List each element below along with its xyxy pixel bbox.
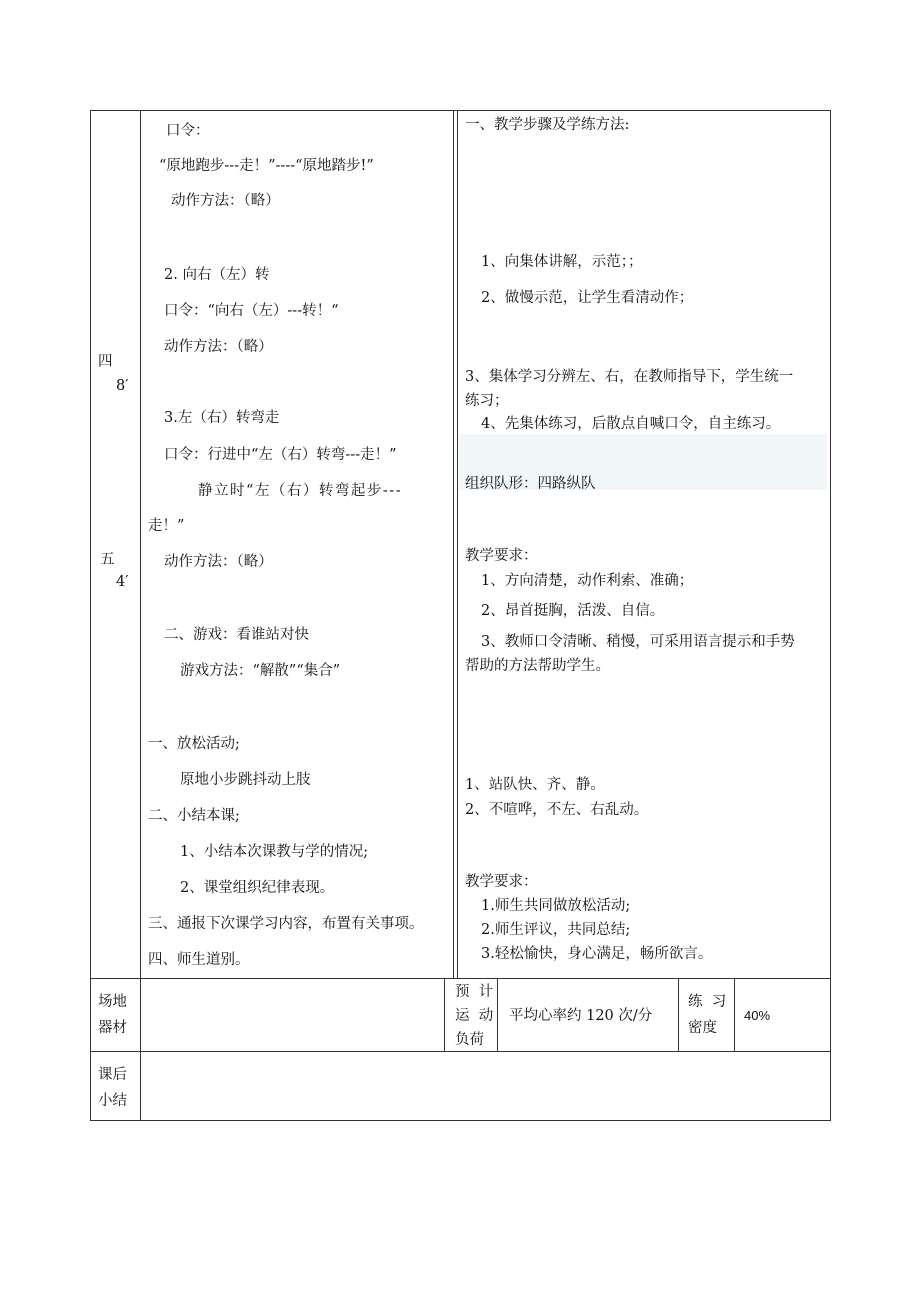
density-label-right: [734, 978, 735, 1051]
load-label-line-2: 运 动: [455, 1008, 494, 1024]
after-class-label-line-2: 小结: [98, 1093, 127, 1109]
summary-item-1: 1、小结本次课教与学的情况;: [180, 844, 369, 860]
game-method: 游戏方法：“解散”“集合”: [180, 663, 341, 679]
command-run: “原地跑步---走！”----“原地踏步!”: [159, 158, 374, 174]
turn-command: 口令：“向右（左）---转！“: [164, 303, 339, 319]
end-item-2: 2、不喧哗，不左、右乱动。: [465, 802, 649, 818]
steps-title: 一、教学步骤及学练方法:: [465, 117, 630, 133]
turn-walk-static: 静立时“左（右）转弯起步---: [198, 483, 403, 499]
requirements-title: 教学要求：: [465, 548, 538, 564]
heart-rate-value: 平均心率约 120 次/分: [509, 1008, 653, 1024]
end-requirement-2: 2.师生评议，共同总结;: [481, 922, 631, 938]
load-label-line-3: 负荷: [455, 1032, 484, 1048]
summary-item-2: 2、课堂组织纪律表现。: [180, 880, 335, 896]
table-left-border: [90, 110, 91, 1121]
step-4: 4、先集体练习，后散点自喊口令，自主练习。: [481, 416, 781, 432]
venue-label-line-2: 器材: [98, 1020, 127, 1036]
relax-title: 一、放松活动;: [148, 736, 240, 752]
row-divider-venue: [90, 978, 831, 979]
venue-label-line-1: 场地: [98, 994, 127, 1010]
turn-walk-title: 3.左（右）转弯走: [164, 410, 280, 426]
end-requirement-1: 1.师生共同做放松活动;: [481, 898, 631, 914]
end-item-1: 1、站队快、齐、静。: [465, 777, 605, 793]
relax-item: 原地小步跳抖动上肢: [180, 772, 311, 788]
step-3-line-2: 练习；: [465, 393, 509, 409]
table-top-border: [90, 110, 831, 111]
segment-4-minutes: 8′: [116, 378, 129, 394]
step-3-line-1: 3、集体学习分辨左、右，在教师指导下，学生统一: [465, 369, 794, 385]
requirement-3-line-1: 3、教师口令清晰、稍慢，可采用语言提示和手势: [481, 634, 795, 650]
step-2: 2、做慢示范，让学生看清动作；: [481, 290, 694, 306]
farewell: 四、师生道别。: [148, 952, 250, 968]
load-label-line-1: 预 计: [455, 984, 494, 1000]
load-label-left: [444, 978, 445, 1051]
density-label-line-1: 练 习: [688, 994, 727, 1010]
notice: 三、通报下次课学习内容，布置有关事项。: [148, 916, 424, 932]
density-value: 40%: [744, 1008, 771, 1023]
game-title: 二、游戏：看谁站对快: [164, 627, 309, 643]
segment-5-minutes: 4′: [116, 574, 129, 590]
density-label-line-2: 密度: [688, 1020, 717, 1036]
method-2: 动作方法：（略）: [164, 339, 273, 355]
table-bottom-border: [90, 1120, 831, 1121]
turn-title: 2. 向右（左）转: [164, 267, 270, 283]
requirement-1: 1、方向清楚，动作利索、准确；: [481, 573, 694, 589]
row-divider-summary: [90, 1051, 831, 1052]
command-label: 口令：: [166, 123, 210, 139]
step-1: 1、向集体讲解，示范；；: [481, 254, 643, 270]
table-right-border: [830, 110, 831, 1121]
segment-5-number: 五: [100, 552, 115, 568]
end-requirements-title: 教学要求：: [465, 874, 538, 890]
formation: 组织队形：四路纵队: [465, 476, 596, 492]
method-1: 动作方法：（略）: [171, 193, 280, 209]
density-label-left: [678, 978, 679, 1051]
requirement-2: 2、昂首挺胸，活泼、自信。: [481, 603, 665, 619]
method-3: 动作方法：（略）: [164, 554, 273, 570]
time-col-divider: [140, 110, 141, 1121]
content-col-divider-a: [453, 110, 454, 978]
content-col-divider-b: [457, 110, 458, 978]
segment-4-number: 四: [98, 354, 113, 370]
end-requirement-3: 3.轻松愉快，身心满足，畅所欲言。: [481, 946, 713, 962]
after-class-label-line-1: 课后: [98, 1067, 127, 1083]
load-label-right: [497, 978, 498, 1051]
summary-title: 二、小结本课;: [148, 808, 240, 824]
turn-walk-command: 口令：行进中“左（右）转弯---走！”: [164, 447, 397, 463]
turn-walk-static-end: 走！”: [148, 518, 185, 534]
requirement-3-line-2: 帮助的方法帮助学生。: [465, 658, 610, 674]
